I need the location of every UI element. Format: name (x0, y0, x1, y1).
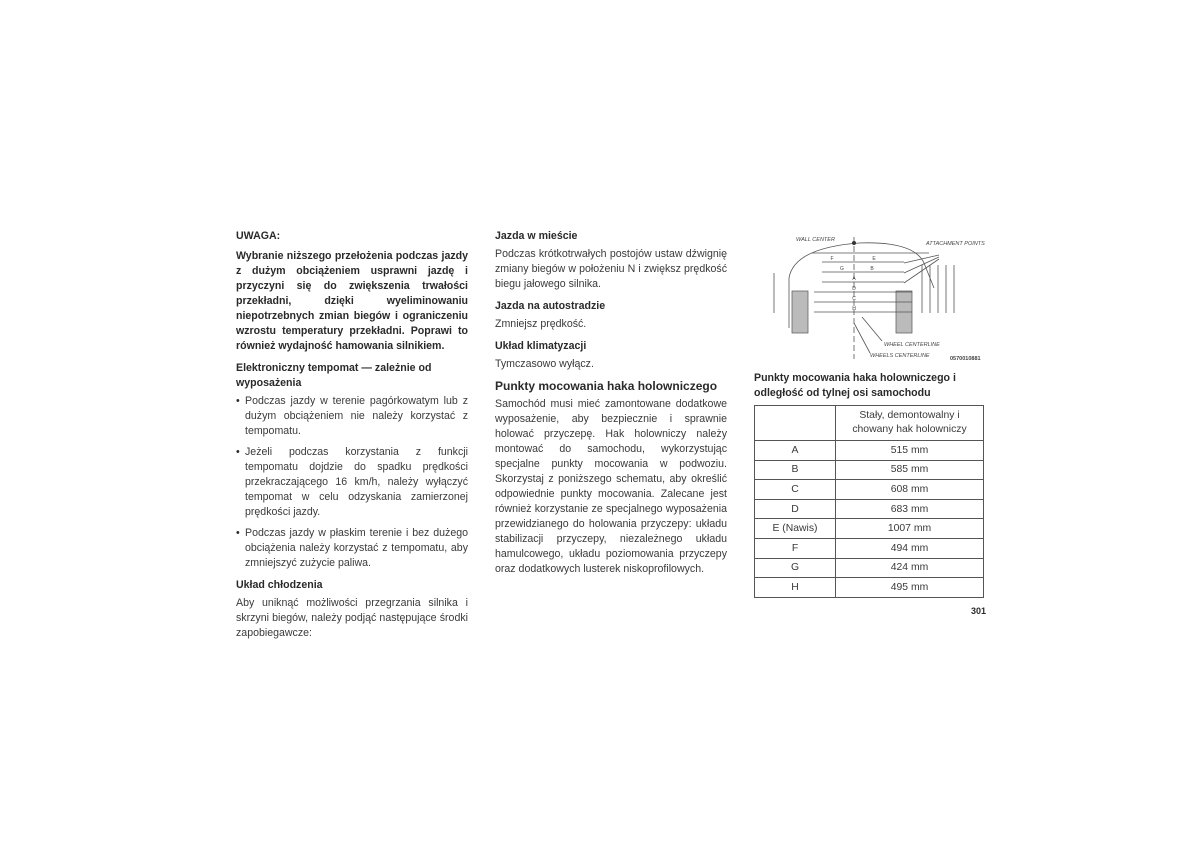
table-header-row (755, 406, 984, 441)
highway-driving-text: Zmniejsz prędkość. (495, 318, 587, 330)
wall-center-point (852, 241, 856, 245)
diagram-letter: A (852, 276, 856, 282)
diagram-letter: F (830, 256, 834, 262)
diagram-label-wheels: WHEELS CENTERLINE (870, 353, 930, 359)
cooling-text: Aby uniknąć możliwości przegrzania silnika i skrzyni biegów, należy podjąć następujące środki zapobiegawcze: (236, 597, 468, 639)
list-item: • Podczas jazdy w płaskim terenie i bez dużego obciążenia należy korzystać z tempomatu, aby zmniejszyć zużycie paliwa. (236, 526, 468, 571)
table-row (755, 558, 984, 578)
diagram-letter: G (840, 266, 844, 272)
cooling-heading: Układ chłodzenia (236, 579, 323, 591)
attachment-leaders (904, 255, 939, 283)
diagram-letter: D (852, 286, 856, 292)
table-value: 424 mm (836, 558, 984, 578)
table-key: B (755, 460, 836, 480)
table-value: 1007 mm (836, 519, 984, 539)
diagram-code: 0570010881 (950, 356, 981, 362)
left-wheel (792, 291, 808, 333)
table-value: 585 mm (836, 460, 984, 480)
page-number: 301 (971, 606, 987, 616)
table-key: F (755, 538, 836, 558)
diagram-label-attach: ATTACHMENT POINTS (926, 241, 985, 247)
table-key: C (755, 480, 836, 500)
table-value: 515 mm (836, 441, 984, 461)
table-row (755, 441, 984, 461)
table-value: 494 mm (836, 538, 984, 558)
air-conditioning-text: Tymczasowo wyłącz. (495, 358, 594, 370)
table-row (755, 480, 984, 500)
table-value: 683 mm (836, 499, 984, 519)
table-key: H (755, 578, 836, 598)
list-item: • Podczas jazdy w terenie pagórkowatym lub z dużym obciążeniem nie należy korzystać z tempomatu. (236, 394, 468, 439)
table-key: G (755, 558, 836, 578)
hitch-diagram-drawing (754, 233, 986, 363)
diagram-label-wheel: WHEEL CENTERLINE (884, 342, 940, 348)
right-column (754, 233, 986, 598)
table-row (755, 460, 984, 480)
city-driving-heading: Jazda w mieście (495, 230, 578, 242)
table-value: 495 mm (836, 578, 984, 598)
table-row (755, 578, 984, 598)
cruise-control-heading: Elektroniczny tempomat — zależnie od wyposażenia (236, 362, 432, 389)
table-value: 608 mm (836, 480, 984, 500)
cruise-control-list (236, 394, 468, 571)
table-key: E (Nawis) (755, 519, 836, 539)
table-key: D (755, 499, 836, 519)
warning-text: Wybranie niższego przełożenia podczas jazdy z dużym obciążeniem usprawni jazdę i przyczyni się do zwiększenia trwałości przekładni, dzięki wyeliminowaniu niepotrzebnych zmian biegów i ograniczeniu wzrostu temperatury przekładni. Poprawi to również wydajność hamowania silnikiem. (236, 250, 468, 352)
list-item: • Jeżeli podczas korzystania z funkcji tempomatu dojdzie do spadku prędkości przekraczającego 16 km/h, należy wyłączyć tempomat w celu odzyskania zamierzonej prędkości jazdy. (236, 445, 468, 520)
table-header-empty (755, 406, 836, 441)
centerline-leaders (854, 317, 882, 353)
table-header-cell: Stały, demontowalny i chowany hak holowniczy (836, 406, 984, 441)
city-driving-text: Podczas krótkotrwałych postojów ustaw dźwignię zmiany biegów w położeniu N i zwiększ prędkość biegu jałowego silnika. (495, 248, 727, 290)
hitch-points-heading: Punkty mocowania haka holowniczego (495, 379, 718, 393)
diagram-label-wall: WALL CENTER (796, 237, 835, 243)
hitch-distance-table (754, 405, 984, 598)
diagram-letter: H (852, 306, 856, 312)
diagram-letter: E (872, 256, 876, 262)
hitch-diagram (754, 233, 986, 363)
table-row (755, 499, 984, 519)
table-key: A (755, 441, 836, 461)
diagram-letter: C (852, 296, 856, 302)
left-column (236, 229, 468, 648)
air-conditioning-heading: Układ klimatyzacji (495, 340, 587, 352)
highway-driving-heading: Jazda na autostradzie (495, 300, 606, 312)
hitch-points-text: Samochód musi mieć zamontowane dodatkowe wyposażenie, aby bezpiecznie i sprawnie holować przyczepę. Hak holowniczy należy montować do samochodu, wykorzystując specjalne punkty mocowania w podwoziu. Skorzystaj z poniższego schematu, aby określić odpowiednie punkty mocowania. Zalecane jest również korzystanie ze specjalnego wyposażenia przewidzianego do holowania przyczepy: układu stabilizacji przyczepy, niezależnego układu hamulcowego, układu poziomowania przyczepy oraz dodatkowych lusterek niskoprofilowych. (495, 398, 727, 575)
middle-column (495, 229, 727, 584)
table-title: Punkty mocowania haka holowniczego i odległość od tylnej osi samochodu (754, 372, 956, 399)
table-row (755, 538, 984, 558)
diagram-letter: B (870, 266, 874, 272)
table-row (755, 519, 984, 539)
warning-title: UWAGA: (236, 230, 281, 242)
